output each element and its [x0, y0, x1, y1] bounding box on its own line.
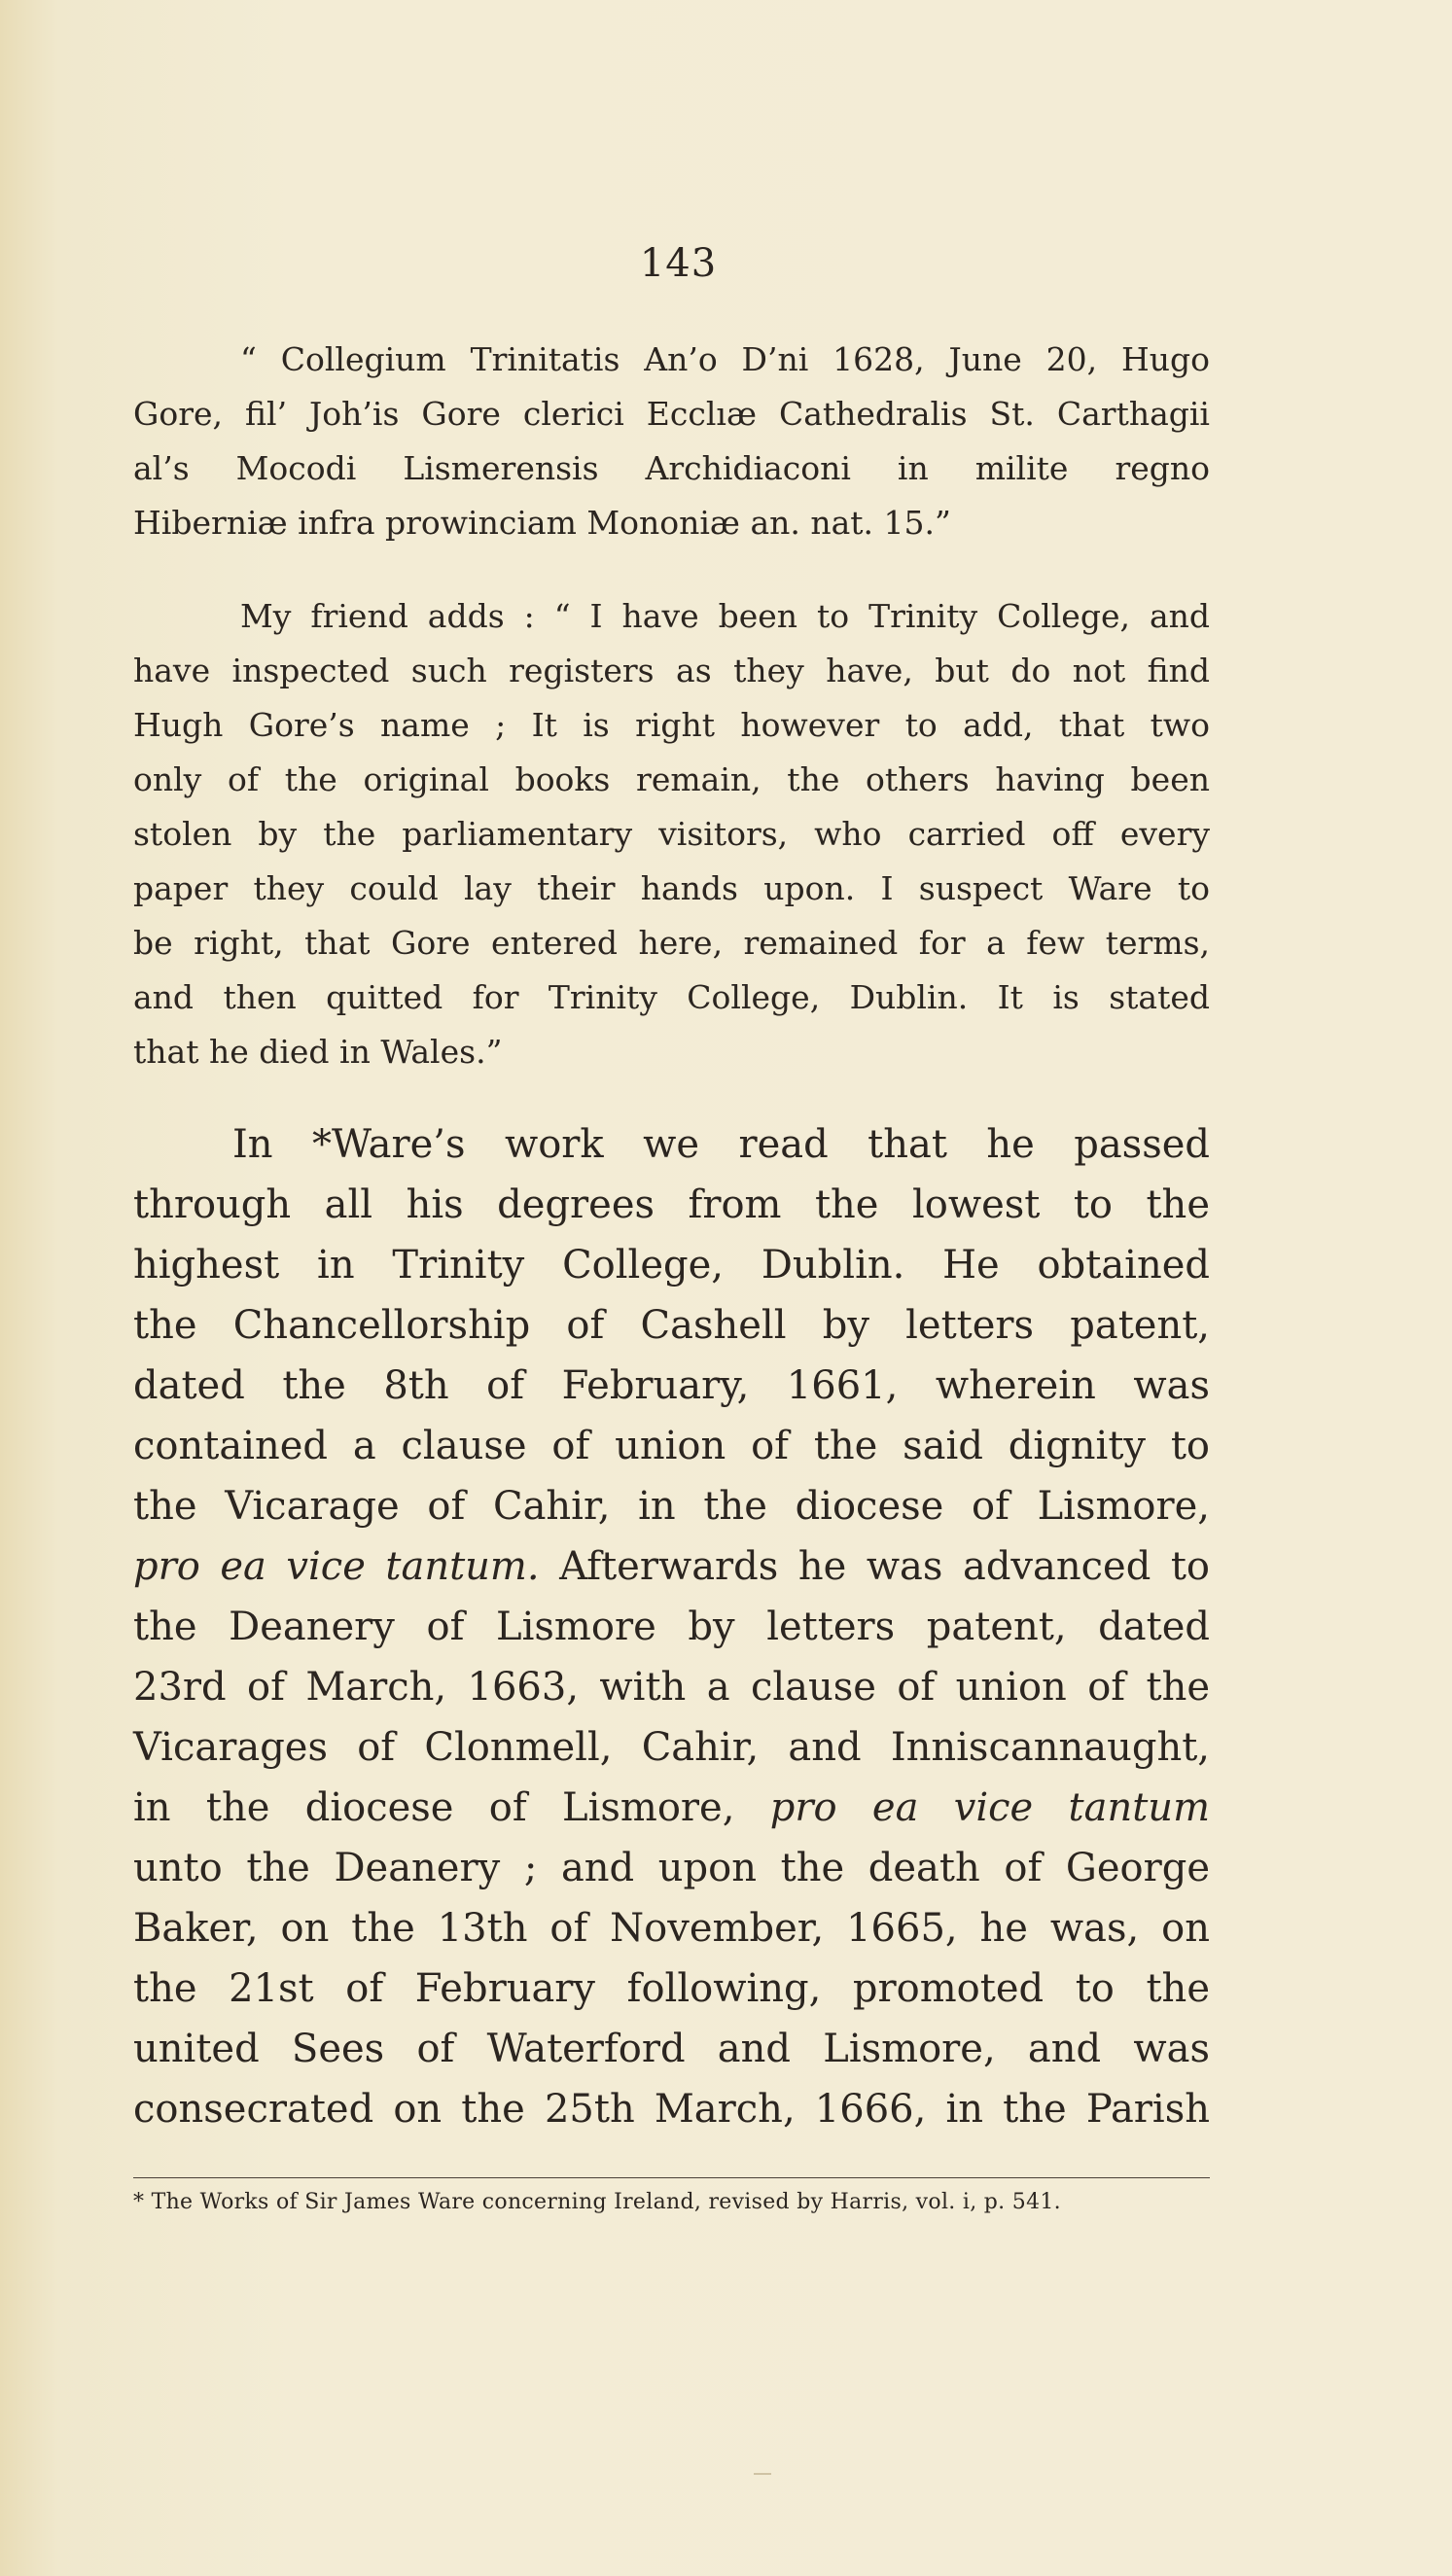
body-line: Vicarages of Clonmell, Cahir, and Inniscannaught,: [133, 1725, 1210, 1770]
body-line: unto the Deanery ; and upon the death of George: [133, 1846, 1210, 1890]
quote-line: al’s Mocodi Lismerensis Archidiaconi in milite regno: [133, 449, 1210, 487]
page-number: 143: [639, 241, 718, 286]
quote-line: Hugh Gore’s name ; It is right however to add, that two: [133, 706, 1210, 744]
quote-line: stolen by the parliamentary visitors, who carried off every: [133, 815, 1210, 853]
quote-line: Hiberniæ infra prowinciam Mononiæ an. nat. 15.”: [133, 504, 951, 542]
body-line: consecrated on the 25th March, 1666, in the Parish: [133, 2087, 1210, 2132]
body-line: dated the 8th of February, 1661, wherein was: [133, 1363, 1210, 1408]
quote-line: and then quitted for Trinity College, Dublin. It is stated: [133, 978, 1210, 1016]
quote-line: Gore, fil’ Joh’is Gore clerici Ecclıæ Cathedralis St. Carthagii: [133, 395, 1210, 433]
body-line: highest in Trinity College, Dublin. He obtained: [133, 1243, 1210, 1288]
quote-line: paper they could lay their hands upon. I suspect Ware to: [133, 869, 1210, 907]
footnote: * The Works of Sir James Ware concerning Ireland, revised by Harris, vol. i, p. 541.: [133, 2190, 1061, 2214]
italic-phrase: pro ea vice tantum: [769, 1785, 1210, 1830]
body-text: in the diocese of Lismore,: [133, 1785, 770, 1830]
page-mark: [754, 2473, 771, 2475]
quote-line: only of the original books remain, the others having been: [133, 760, 1210, 798]
body-line: contained a clause of union of the said dignity to: [133, 1424, 1210, 1468]
body-line: 23rd of March, 1663, with a clause of union of the: [133, 1665, 1210, 1710]
body-line: [133, 1778, 1210, 1838]
quote-line: be right, that Gore entered here, remained for a few terms,: [133, 924, 1210, 962]
quote-line: have inspected such registers as they have, but do not find: [133, 652, 1210, 689]
body-line: Baker, on the 13th of November, 1665, he was, on: [133, 1906, 1210, 1951]
body-line: [133, 1536, 1210, 1597]
body-line: united Sees of Waterford and Lismore, and was: [133, 2027, 1210, 2071]
footnote-divider: [133, 2177, 1210, 2178]
body-line: the Deanery of Lismore by letters patent, dated: [133, 1605, 1210, 1649]
body-text: Afterwards he was advanced to: [539, 1544, 1211, 1589]
register-quote: [133, 333, 1210, 550]
friend-quote: [133, 589, 1210, 1079]
italic-phrase: pro ea vice tantum.: [133, 1544, 540, 1589]
main-paragraph: [133, 1114, 1210, 2139]
quote-line: “ Collegium Trinitatis An’o D’ni 1628, June 20, Hugo: [240, 340, 1210, 378]
body-line: the Vicarage of Cahir, in the diocese of Lismore,: [133, 1484, 1210, 1529]
body-line: the Chancellorship of Cashell by letters patent,: [133, 1303, 1210, 1348]
quote-line: that he died in Wales.”: [133, 1033, 503, 1071]
body-line: In *Ware’s work we read that he passed: [232, 1122, 1210, 1167]
body-line: through all his degrees from the lowest to the: [133, 1182, 1210, 1227]
quote-line: My friend adds : “ I have been to Trinity College, and: [240, 597, 1210, 635]
body-line: the 21st of February following, promoted to the: [133, 1966, 1210, 2011]
